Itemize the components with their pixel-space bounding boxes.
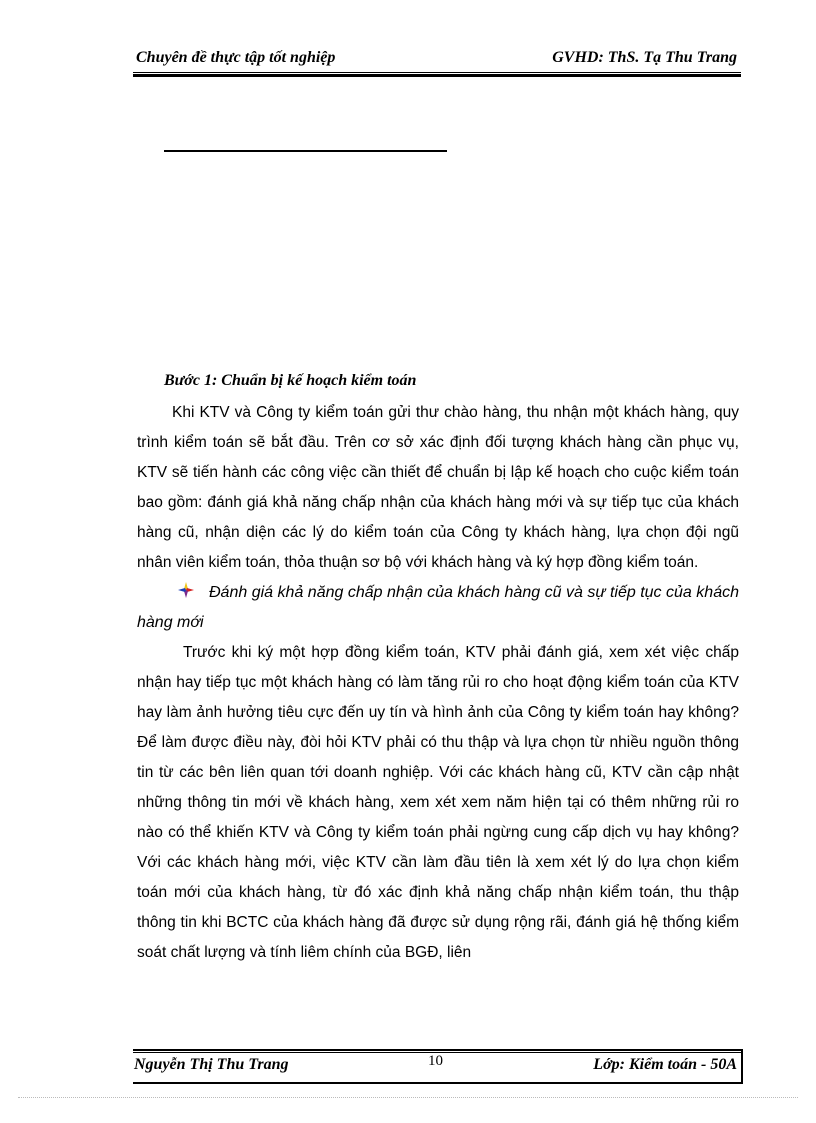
header-supervisor: GVHD: ThS. Tạ Thu Trang — [552, 49, 737, 66]
page-boundary — [18, 1097, 798, 1098]
header-rule-thick — [133, 74, 741, 77]
footer-rule-thick — [133, 1049, 741, 1051]
body-content — [137, 370, 739, 968]
section-divider — [164, 150, 447, 152]
paragraph-intro: Khi KTV và Công ty kiểm toán gửi thư chào hàng, thu nhận một khách hàng, quy trình kiểm toán sẽ bắt đầu. Trên cơ sở xác định đối tượng khách hàng cần phục vụ, KTV sẽ tiến hành các công việc cần thiết để chuẩn bị lập kế hoạch cho cuộc kiểm toán bao gồm: đánh giá khả năng chấp nhận của khách hàng mới và sự tiếp tục của khách hàng cũ, nhận diện các lý do kiểm toán của Công ty khách hàng, lựa chọn đội ngũ nhân viên kiểm toán, thỏa thuận sơ bộ với khách hàng và ký hợp đồng kiểm toán. — [137, 404, 739, 571]
subheading — [137, 578, 739, 638]
footer-class: Lớp: Kiểm toán - 50A — [593, 1056, 737, 1073]
footer-author: Nguyễn Thị Thu Trang — [134, 1056, 289, 1073]
diamond-bullet-icon — [137, 578, 167, 608]
paragraph-evaluation: Trước khi ký một hợp đồng kiểm toán, KTV phải đánh giá, xem xét việc chấp nhận hay tiếp tục một khách hàng có làm tăng rủi ro cho hoạt động kiểm toán của KTV hay làm ảnh hưởng tiêu cực đến uy tín và hình ảnh của Công ty kiểm toán hay không? Để làm được điều này, đòi hỏi KTV phải có thu thập và lựa chọn từ nhiều nguồn thông tin từ các bên liên quan tới doanh nghiệp. Với các khách hàng cũ, KTV cần cập nhật những thông tin mới về khách hàng, xem xét xem năm hiện tại có thêm những rủi ro nào có thể khiến KTV và Công ty kiểm toán phải ngừng cung cấp dịch vụ hay không? Với các khách hàng mới, việc KTV cần làm đầu tiên là xem xét lý do lựa chọn kiểm toán mới của khách hàng, từ đó xác định khả năng chấp nhận kiểm toán, thu thập thông tin khi BCTC của khách hàng đã được sử dụng rộng rãi, đánh giá hệ thống kiểm soát chất lượng và tính liêm chính của BGĐ, liên — [137, 644, 739, 961]
footer-frame-bottom — [133, 1082, 743, 1084]
header-rule-thin — [133, 72, 741, 73]
footer-frame-right — [741, 1049, 743, 1083]
step-title: Bước 1: Chuẩn bị kế hoạch kiểm toán — [164, 372, 417, 389]
subheading-text: Đánh giá khả năng chấp nhận của khách hàng cũ và sự tiếp tục của khách hàng mới — [137, 584, 739, 631]
page-number: 10 — [428, 1053, 443, 1069]
header-title: Chuyên đề thực tập tốt nghiệp — [136, 49, 336, 66]
